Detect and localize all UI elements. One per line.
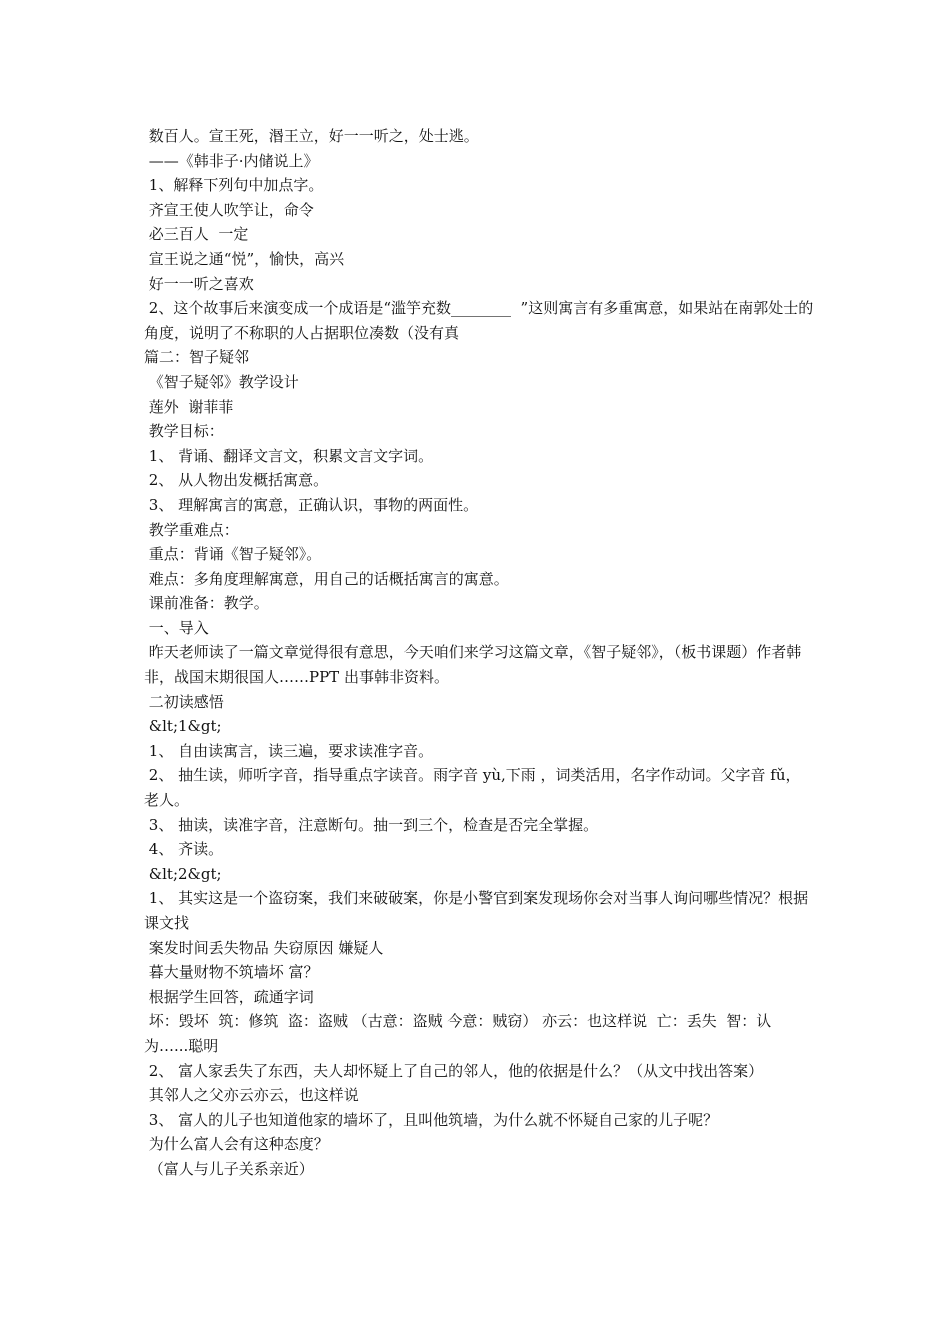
list-item: 1、 背诵、翻译文言文，积累文言文字词。: [144, 446, 434, 465]
list-item: 3、 抽读，读准字音，注意断句。抽一到三个，检查是否完全掌握。: [144, 815, 599, 834]
list-item: 2、 从人物出发概括寓意。: [144, 471, 329, 490]
subheading: 二初读感悟: [144, 692, 224, 711]
section-heading: 篇二：智子疑邻: [144, 348, 250, 367]
list-item: 4、 齐读。: [144, 840, 224, 859]
text-line: 课前准备：教学。: [144, 594, 269, 613]
list-item: 2、 抽生读，师听字音，指导重点字读音。雨字音 yù,下雨 ，词类活用，名字作动词。父字音 fǔ，老人。: [144, 766, 801, 810]
list-item: 2、 富人家丢失了东西，夫人却怀疑上了自己的邻人，他的依据是什么？（从文中找出答案）: [144, 1061, 764, 1080]
text-line: 根据学生回答，疏通字词: [144, 987, 314, 1006]
text-line: 昨天老师读了一篇文章觉得很有意思，今天咱们来学习这篇文章，《智子疑邻》，（板书课题）作者韩非，战国末期很国人……PPT 出事韩非资料。: [144, 643, 802, 687]
text-line: 其邻人之父亦云亦云，也这样说: [144, 1086, 359, 1105]
document-title: 《智子疑邻》教学设计: [144, 372, 299, 391]
subheading: 教学重难点：: [144, 520, 239, 539]
text-line: 坏：毁坏 筑：修筑 盗：盗贼 （古意：盗贼 今意：贼窃） 亦云：也这样说 亡：丢失 智：认为…...聪明: [144, 1012, 772, 1055]
text-line: （富人与儿子关系亲近）: [144, 1159, 314, 1178]
text-line: 难点：多角度理解寓意，用自己的话概括寓言的寓意。: [144, 569, 509, 588]
step-marker: &lt;2&gt;: [144, 864, 222, 883]
subheading: 一、导入: [144, 618, 209, 637]
text-line: 好一一听之喜欢: [144, 274, 254, 293]
text-line: 重点：背诵《智子疑邻》。: [144, 545, 322, 564]
text-line: 宣王说之通“悦”，愉快，高兴: [144, 249, 345, 268]
list-item: 3、 理解寓言的寓意，正确认识，事物的两面性。: [144, 495, 479, 514]
source-citation: ——《韩非子·内储说上》: [144, 151, 319, 170]
text-line: 为什么富人会有这种态度？: [144, 1135, 329, 1154]
list-item: 1、 其实这是一个盗窃案，我们来破破案，你是小警官到案发现场你会对当事人询问哪些情况？根据课文找: [144, 889, 809, 932]
list-item: 3、 富人的儿子也知道他家的墙坏了，且叫他筑墙，为什么就不怀疑自己家的儿子呢？: [144, 1110, 719, 1129]
text-line: 齐宣王使人吹竽让，命令: [144, 200, 314, 219]
document-page: [144, 124, 814, 1182]
text-line: 必三百人 一定: [144, 225, 249, 244]
question-line: 1、解释下列句中加点字。: [144, 176, 324, 195]
author-line: 莲外 谢菲菲: [144, 397, 234, 416]
text-line: 数百人。宣王死，湣王立，好一一听之，处士逃。: [144, 127, 479, 145]
text-line: 案发时间丢失物品 失窃原因 嫌疑人: [144, 938, 384, 957]
step-marker: &lt;1&gt;: [144, 717, 222, 736]
text-line: 暮大量财物不筑墙坏 富？: [144, 963, 319, 982]
subheading: 教学目标：: [144, 422, 224, 441]
list-item: 1、 自由读寓言，读三遍，要求读准字音。: [144, 741, 434, 760]
question-line: 2、这个故事后来演变成一个成语是“滥竽充数________ ”这则寓言有多重寓意，如果站在南郭处士的角度，说明了不称职的人占据职位凑数（没有真: [144, 299, 814, 342]
